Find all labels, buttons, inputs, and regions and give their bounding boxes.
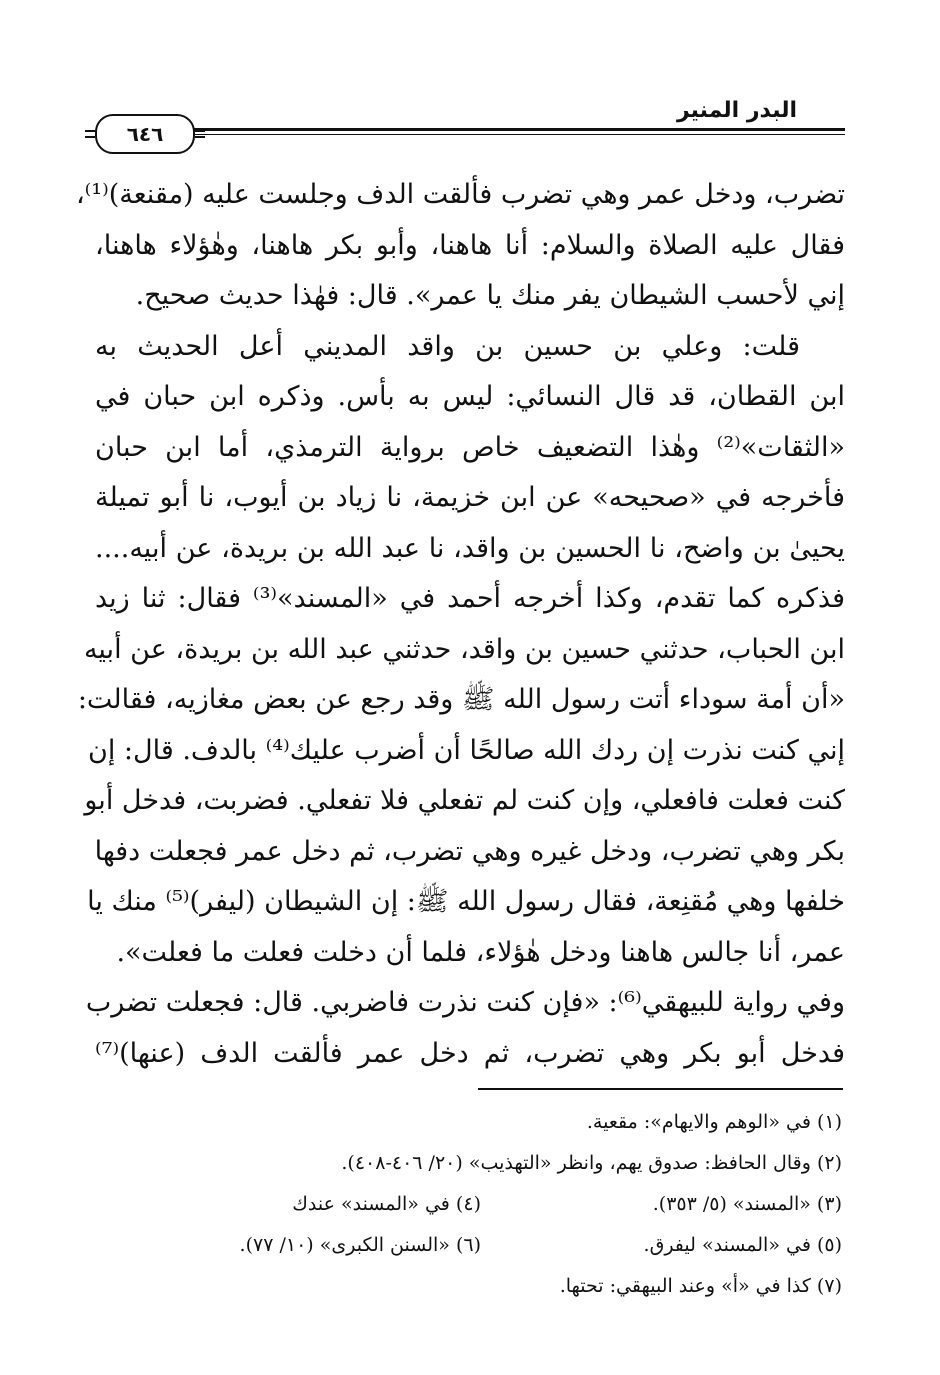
text-line: ابن الحباب، حدثني حسين بن واقد، حدثني عبد الله بن بريدة، عن أبيه: [83, 633, 845, 665]
running-title: البدر المنير: [676, 98, 797, 123]
text-line: يحيىٰ بن واضح، نا الحسين بن واقد، نا عبد الله بن بريدة، عن أبيه....: [95, 532, 845, 564]
text-line: إني كنت نذرت إن ردك الله صالحًا أن أضرب عليك⁽⁴⁾ بالدف. قال: إن: [87, 734, 845, 766]
page-header: [95, 96, 845, 160]
footnote-separator: [478, 1088, 843, 1090]
footnote-7: (٧) كذا في «أ» وعند البيهقي: تحتها.: [559, 1275, 842, 1297]
header-rule-thick: [117, 128, 845, 131]
text-line: فقال عليه الصلاة والسلام: أنا هاهنا، وأبو بكر هاهنا، وهٰؤلاء هاهنا،: [95, 229, 845, 261]
text-line: قلت: وعلي بن حسين بن واقد المديني أعل الحديث به: [95, 330, 800, 362]
text-line: فأخرجه في «صحيحه» عن ابن خزيمة، نا زياد بن أيوب، نا أبو تميلة: [95, 482, 845, 513]
footnote-2: (٢) وقال الحافظ: صدوق يهم، وانظر «التهذيب» (٢٠/ ٤٠٦-٤٠٨).: [341, 1152, 842, 1174]
footnote-4: (٤) في «المسند» عندك: [292, 1193, 481, 1215]
text-line: فذكره كما تقدم، وكذا أخرجه أحمد في «المسند»⁽³⁾ فقال: ثنا زيد: [95, 583, 846, 614]
text-line: عمر، أنا جالس هاهنا ودخل هٰؤلاء، فلما أن دخلت فعلت ما فعلت».: [116, 936, 845, 968]
footnotes: [120, 1102, 842, 1307]
page-number: ٦٤٦: [95, 114, 195, 154]
text-line: تضرب، ودخل عمر وهي تضرب فألقت الدف وجلست عليه (مقنعة)⁽¹⁾،: [75, 179, 845, 210]
footnote-row: [120, 1184, 842, 1225]
main-text: [75, 170, 846, 1079]
text-line: «أن أمة سوداء أتت رسول الله ﷺ وقد رجع عن بعض مغازيه، فقالت:: [77, 684, 845, 715]
text-line: خلفها وهي مُقنِعة، فقال رسول الله ﷺ: إن الشيطان (ليفر)⁽⁵⁾ منك يا: [87, 886, 845, 917]
footnote-5: (٥) في «المسند» ليفرق.: [643, 1234, 842, 1256]
text-line: «الثقات»⁽²⁾ وهٰذا التضعيف خاص برواية الترمذي، أما ابن حبان: [95, 431, 845, 463]
text-line: إني لأحسب الشيطان يفر منك يا عمر». قال: فهٰذا حديث صحيح.: [135, 280, 845, 311]
footnote-row: [120, 1225, 842, 1266]
text-line: كنت فعلت فافعلي، وإن كنت لم تفعلي فلا تفعلي. فضربت، فدخل أبو: [84, 785, 845, 816]
text-line: ابن القطان، قد قال النسائي: ليس به بأس. وذكره ابن حبان في: [95, 381, 845, 412]
text-line: فدخل أبو بكر وهي تضرب، ثم دخل عمر فألقت الدف (عنها)⁽⁷⁾: [95, 1037, 845, 1069]
footnote-1: (١) في «الوهم والايهام»: مقعية.: [586, 1111, 842, 1133]
text-line: وفي رواية للبيهقي⁽⁶⁾: «فإن كنت نذرت فاضربي. قال: فجعلت تضرب: [85, 987, 845, 1018]
footnote-6: (٦) «السنن الكبرى» (١٠/ ٧٧).: [239, 1234, 481, 1256]
text-line: بكر وهي تضرب، ودخل غيره وهي تضرب، ثم دخل عمر فجعلت دفها: [94, 835, 845, 867]
footnote-3: (٣) «المسند» (٥/ ٣٥٣).: [652, 1193, 842, 1215]
header-rule-thin: [117, 134, 845, 135]
